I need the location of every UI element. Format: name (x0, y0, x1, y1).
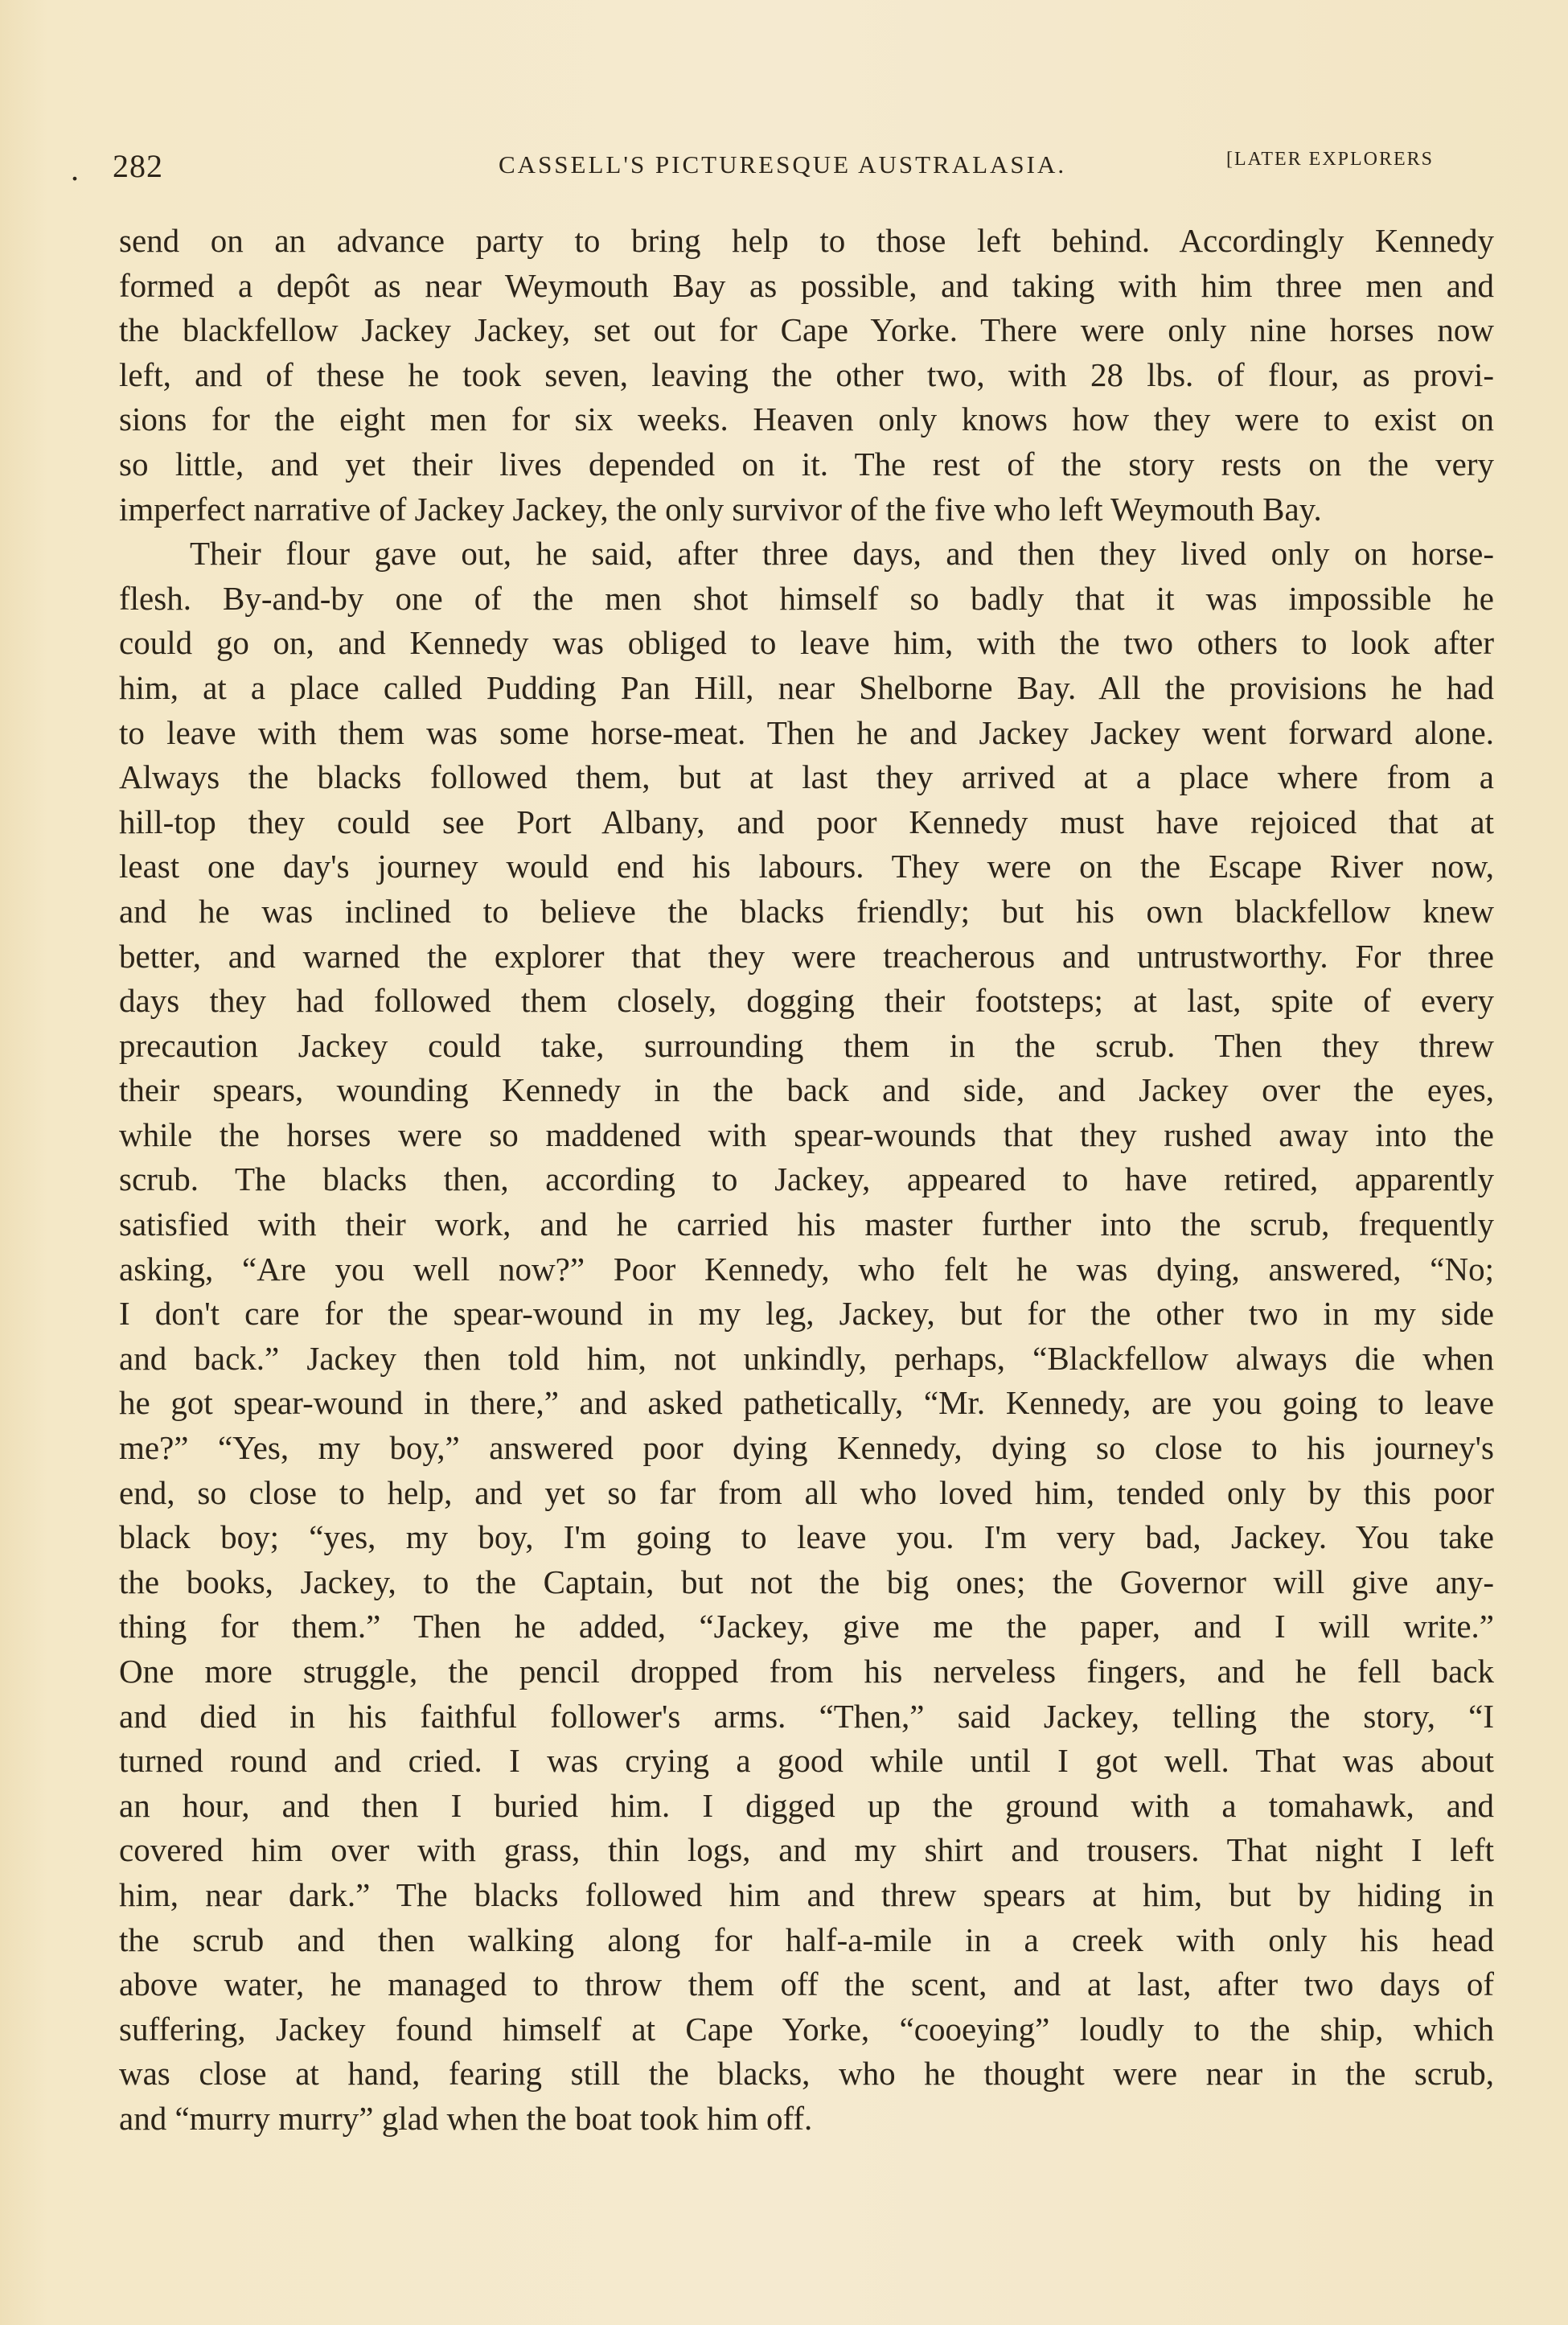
text-line: left, and of these he took seven, leaving the other two, with 28 lbs. of flour, as provi- (119, 355, 1494, 393)
section-label: [LATER EXPLORERS (1226, 149, 1435, 170)
text-line: to leave with them was some horse-meat. Then he and Jackey Jackey went forward alone. (119, 713, 1494, 751)
text-line: sions for the eight men for six weeks. Heaven only knows how they were to exist on (119, 401, 1494, 438)
text-line: the books, Jackey, to the Captain, but not the big ones; the Governor will give any- (119, 1563, 1494, 1600)
text-line: better, and warned the explorer that they were treacherous and untrustworthy. For three (119, 937, 1494, 975)
text-line: precaution Jackey could take, surrounding them in the scrub. Then they threw (119, 1026, 1494, 1064)
text-line: flesh. By-and-by one of the men shot himself so badly that it was impossible he (119, 579, 1494, 617)
text-line: satisfied with their work, and he carried his master further into the scrub, frequently (119, 1206, 1494, 1243)
text-line: and died in his faithful follower's arms. “Then,” said Jackey, telling the story, “I (119, 1697, 1494, 1735)
text-line: Always the blacks followed them, but at last they arrived at a place where from a (119, 758, 1494, 796)
text-line: their spears, wounding Kennedy in the back and side, and Jackey over the eyes, (119, 1071, 1494, 1109)
text-line: black boy; “yes, my boy, I'm going to leave you. I'm very bad, Jackey. You take (119, 1518, 1494, 1556)
text-line: and he was inclined to believe the blacks friendly; but his own blackfellow knew (119, 892, 1494, 930)
text-line: him, near dark.” The blacks followed him and threw spears at him, but by hiding in (119, 1875, 1494, 1913)
text-line: covered him over with grass, thin logs, and my shirt and trousers. That night I left (119, 1831, 1494, 1869)
text-line: least one day's journey would end his labours. They were on the Escape River now, (119, 848, 1494, 885)
text-line: him, at a place called Pudding Pan Hill, near Shelborne Bay. All the provisions he had (119, 668, 1494, 706)
text-line: and “murry murry” glad when the boat took him off. (119, 2099, 813, 2137)
text-line: thing for them.” Then he added, “Jackey, give me the paper, and I will write.” (119, 1608, 1494, 1645)
running-title: CASSELL'S PICTURESQUE AUSTRALASIA. (499, 150, 1067, 179)
text-line: formed a depôt as near Weymouth Bay as possible, and taking with him three men and (119, 266, 1494, 304)
text-line: imperfect narrative of Jackey Jackey, the only survivor of the five who left Weymouth Bay. (119, 490, 1322, 528)
text-line: asking, “Are you well now?” Poor Kennedy, who felt he was dying, answered, “No; (119, 1250, 1494, 1288)
text-line: Their flour gave out, he said, after three days, and then they lived only on horse- (190, 535, 1494, 573)
text-line: me?” “Yes, my boy,” answered poor dying Kennedy, dying so close to his journey's (119, 1429, 1494, 1467)
text-line: scrub. The blacks then, according to Jackey, appeared to have retired, apparently (119, 1160, 1494, 1198)
text-line: One more struggle, the pencil dropped from his nerveless fingers, and he fell back (119, 1653, 1494, 1690)
text-line: turned round and cried. I was crying a good while until I got well. That was about (119, 1742, 1494, 1780)
text-line: an hour, and then I buried him. I digged up the ground with a tomahawk, and (119, 1786, 1494, 1824)
margin-mark: . (71, 151, 79, 187)
text-line: I don't care for the spear-wound in my leg, Jackey, but for the other two in my side (119, 1295, 1494, 1333)
text-line: was close at hand, fearing still the blacks, who he thought were near in the scrub, (119, 2055, 1494, 2093)
page-number: 282 (113, 148, 163, 184)
text-line: and back.” Jackey then told him, not unkindly, perhaps, “Blackfellow always die when (119, 1339, 1494, 1377)
page-header (71, 147, 1463, 195)
text-line: could go on, and Kennedy was obliged to leave him, with the two others to look after (119, 624, 1494, 662)
text-line: while the horses were so maddened with spear-wounds that they rushed away into the (119, 1115, 1494, 1153)
text-line: send on an advance party to bring help to those left behind. Accordingly Kennedy (119, 222, 1494, 259)
text-line: suffering, Jackey found himself at Cape Yorke, “cooeying” loudly to the ship, which (119, 2010, 1494, 2048)
text-line: he got spear-wound in there,” and asked pathetically, “Mr. Kennedy, are you going to leave (119, 1384, 1494, 1422)
body-text (119, 219, 1494, 2142)
text-line: the scrub and then walking along for half-a-mile in a creek with only his head (119, 1920, 1494, 1958)
text-line: above water, he managed to throw them off the scent, and at last, after two days of (119, 1966, 1494, 2003)
text-line: so little, and yet their lives depended on it. The rest of the story rests on the very (119, 445, 1494, 483)
text-line: days they had followed them closely, dogging their footsteps; at last, spite of every (119, 982, 1494, 1020)
text-line: end, so close to help, and yet so far from all who loved him, tended only by this poor (119, 1473, 1494, 1511)
text-line: the blackfellow Jackey Jackey, set out for Cape Yorke. There were only nine horses now (119, 311, 1494, 349)
text-line: hill-top they could see Port Albany, and poor Kennedy must have rejoiced that at (119, 803, 1494, 840)
